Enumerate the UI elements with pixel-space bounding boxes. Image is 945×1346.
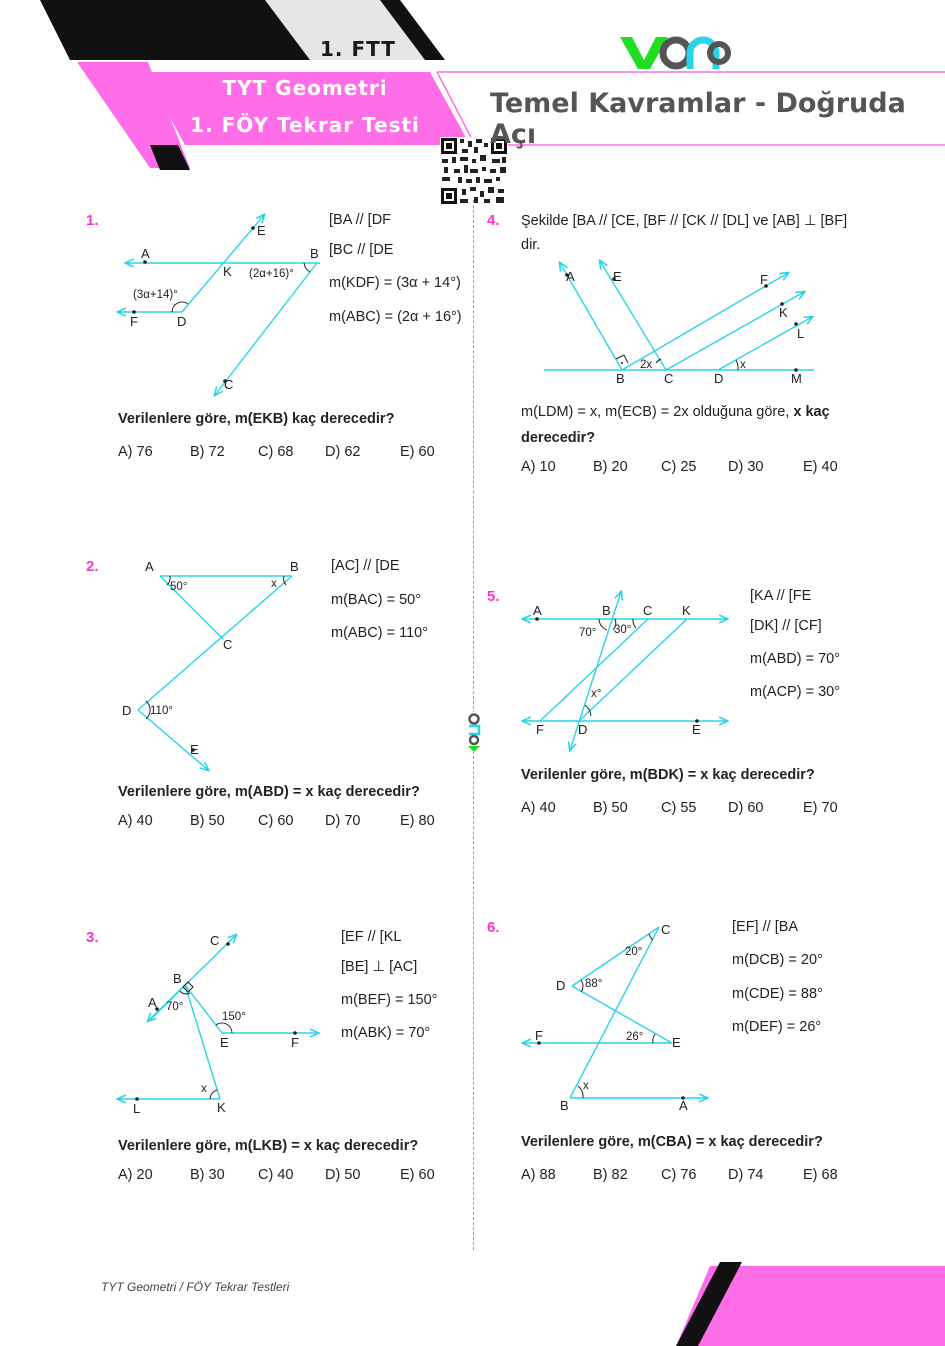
- q4-question-text: m(LDM) = x, m(ECB) = 2x olduğuna göre,: [521, 404, 790, 420]
- page-title: Temel Kavramlar - Doğruda Açı: [490, 88, 906, 150]
- fig2-label-e: E: [190, 742, 199, 757]
- q3-option-b[interactable]: B) 30: [190, 1167, 225, 1183]
- fig4-label-a: A: [566, 269, 575, 284]
- q4-option-d[interactable]: D) 30: [728, 459, 764, 475]
- fig6-angle-cde: 88°: [585, 978, 603, 990]
- fig5-angle-abd: 70°: [579, 627, 597, 639]
- fig5-label-f: F: [536, 722, 544, 737]
- question-4-figure: [540, 255, 830, 390]
- q5-option-b[interactable]: B) 50: [593, 800, 628, 816]
- vono-logo: [618, 34, 733, 72]
- q6-given-1: [EF] // [BA: [732, 919, 799, 935]
- subject-label: TYT Geometri: [222, 76, 388, 100]
- fig3-angle-abk: 70°: [166, 1001, 184, 1013]
- fig6-angle-dcb: 20°: [625, 946, 643, 958]
- fig3-label-b: B: [173, 971, 182, 986]
- fig4-label-c: C: [664, 371, 674, 386]
- q2-option-c[interactable]: C) 60: [258, 813, 294, 829]
- fig6-angle-x: x: [583, 1080, 589, 1092]
- q1-question: Verilenlere göre, m(EKB) kaç derecedir?: [118, 411, 395, 427]
- fig4-angle-x: x: [740, 359, 746, 371]
- q5-option-c[interactable]: C) 55: [661, 800, 697, 816]
- fig6-label-b: B: [560, 1098, 569, 1113]
- fig3-label-a: A: [148, 995, 157, 1010]
- q5-given-1: [KA // [FE: [750, 588, 812, 604]
- q4-text-1: Şekilde [BA // [CE, [BF // [CK // [DL] ve [AB] ⊥ [BF]: [521, 213, 848, 229]
- question-1-number: 1.: [86, 212, 99, 229]
- q3-given-2: [BE] ⊥ [AC]: [341, 959, 418, 975]
- q1-given-2: [BC // [DE: [329, 242, 394, 258]
- fig5-label-b: B: [602, 603, 611, 618]
- q6-given-4: m(DEF) = 26°: [732, 1019, 822, 1035]
- fig3-label-e: E: [220, 1035, 229, 1050]
- fig2-label-b: B: [290, 559, 299, 574]
- fig3-label-k: K: [217, 1100, 226, 1115]
- fig1-label-e: E: [257, 223, 266, 238]
- question-4-number: 4.: [487, 212, 500, 229]
- q5-given-3: m(ABD) = 70°: [750, 651, 841, 667]
- q4-text-2: dir.: [521, 237, 541, 253]
- question-5-figure: [515, 590, 740, 755]
- fig4-label-e: E: [613, 269, 622, 284]
- fig5-label-d: D: [578, 722, 588, 737]
- fig5-label-e: E: [692, 722, 701, 737]
- fig4-label-f: F: [760, 272, 768, 287]
- q4-option-b[interactable]: B) 20: [593, 459, 628, 475]
- fig1-label-f: F: [130, 314, 138, 329]
- fig4-label-b: B: [616, 371, 625, 386]
- q5-option-e[interactable]: E) 70: [803, 800, 838, 816]
- q2-given-1: [AC] // [DE: [331, 558, 400, 574]
- fig1-label-c: C: [224, 377, 234, 392]
- q4-options: [521, 459, 861, 479]
- fig5-angle-x: x°: [591, 688, 602, 700]
- fig3-label-l: L: [133, 1101, 141, 1116]
- fig2-label-a: A: [145, 559, 154, 574]
- fig2-label-d: D: [122, 703, 132, 718]
- test-tag: 1. FTT: [320, 37, 396, 61]
- q6-option-c[interactable]: C) 76: [661, 1167, 697, 1183]
- fig6-label-e: E: [672, 1035, 681, 1050]
- fig3-label-f: F: [291, 1035, 299, 1050]
- fig5-label-c: C: [643, 603, 653, 618]
- q1-given-3: m(KDF) = (3α + 14°): [329, 275, 461, 291]
- q3-option-e[interactable]: E) 60: [400, 1167, 435, 1183]
- q2-option-a[interactable]: A) 40: [118, 813, 153, 829]
- q6-options: [521, 1167, 861, 1187]
- q3-given-3: m(BEF) = 150°: [341, 992, 438, 1008]
- fig1-label-d: D: [177, 314, 187, 329]
- q6-option-b[interactable]: B) 82: [593, 1167, 628, 1183]
- q2-question: Verilenlere göre, m(ABD) = x kaç derecedir?: [118, 784, 420, 800]
- q3-question: Verilenlere göre, m(LKB) = x kaç derecedir?: [118, 1138, 419, 1154]
- q4-question-line-2: derecedir?: [521, 430, 596, 446]
- question-5-number: 5.: [487, 588, 500, 605]
- fig1-angle-kdf: (3α+14)°: [133, 289, 178, 301]
- q2-option-b[interactable]: B) 50: [190, 813, 225, 829]
- question-2-figure: [110, 555, 330, 780]
- question-1-figure: [110, 205, 330, 405]
- q3-option-d[interactable]: D) 50: [325, 1167, 361, 1183]
- question-2-number: 2.: [86, 558, 99, 575]
- q1-option-d[interactable]: D) 62: [325, 444, 361, 460]
- fig4-label-d: D: [714, 371, 724, 386]
- q2-option-e[interactable]: E) 80: [400, 813, 435, 829]
- q4-option-e[interactable]: E) 40: [803, 459, 838, 475]
- fig1-label-a: A: [141, 246, 150, 261]
- fig2-angle-bac: 50°: [170, 581, 188, 593]
- fig6-angle-def: 26°: [626, 1031, 644, 1043]
- fig5-angle-acp: 30°: [614, 624, 632, 636]
- fig4-angle-2x: 2x: [640, 359, 653, 371]
- fig3-label-c: C: [210, 933, 220, 948]
- q4-question-line-1: [521, 404, 830, 420]
- footer-text: TYT Geometri / FÖY Tekrar Testleri: [101, 1280, 290, 1294]
- q2-given-3: m(ABC) = 110°: [331, 625, 428, 641]
- fig6-label-d: D: [556, 978, 566, 993]
- fig5-label-a: A: [533, 603, 542, 618]
- fig1-angle-abc: (2α+16)°: [249, 268, 294, 280]
- q1-option-a[interactable]: A) 76: [118, 444, 153, 460]
- side-logo: [466, 712, 482, 752]
- fig4-label-m: M: [791, 371, 802, 386]
- q1-option-b[interactable]: B) 72: [190, 444, 225, 460]
- q4-question-bold: x kaç: [793, 404, 830, 420]
- q6-option-e[interactable]: E) 68: [803, 1167, 838, 1183]
- q6-given-2: m(DCB) = 20°: [732, 952, 823, 968]
- q3-given-1: [EF // [KL: [341, 929, 402, 945]
- q1-option-e[interactable]: E) 60: [400, 444, 435, 460]
- question-6-figure: [515, 918, 720, 1118]
- q1-given-1: [BA // [DF: [329, 212, 392, 228]
- q5-option-d[interactable]: D) 60: [728, 800, 764, 816]
- fig6-label-f: F: [535, 1028, 543, 1043]
- q4-option-c[interactable]: C) 25: [661, 459, 697, 475]
- q3-given-4: m(ABK) = 70°: [341, 1025, 431, 1041]
- q1-options: [118, 444, 458, 464]
- q6-option-d[interactable]: D) 74: [728, 1167, 764, 1183]
- fig4-label-k: K: [779, 305, 788, 320]
- q3-option-c[interactable]: C) 40: [258, 1167, 294, 1183]
- q1-given-4: m(ABC) = (2α + 16°): [329, 309, 462, 325]
- q2-option-d[interactable]: D) 70: [325, 813, 361, 829]
- fig3-angle-x: x: [201, 1083, 207, 1095]
- question-3-number: 3.: [86, 929, 99, 946]
- q1-option-c[interactable]: C) 68: [258, 444, 294, 460]
- q5-option-a[interactable]: A) 40: [521, 800, 556, 816]
- fig5-label-k: K: [682, 603, 691, 618]
- question-3-figure: [110, 925, 330, 1120]
- q5-question: Verilenler göre, m(BDK) = x kaç derecedir?: [521, 767, 815, 783]
- fig3-angle-bef: 150°: [222, 1011, 246, 1023]
- q3-option-a[interactable]: A) 20: [118, 1167, 153, 1183]
- q6-question: Verilenlere göre, m(CBA) = x kaç derecedir?: [521, 1134, 823, 1150]
- q2-options: [118, 813, 458, 833]
- fig2-angle-d: 110°: [150, 705, 173, 717]
- test-label: 1. FÖY Tekrar Testi: [190, 113, 420, 137]
- fig1-label-b: B: [310, 246, 319, 261]
- q5-options: [521, 800, 861, 820]
- fig4-label-l: L: [797, 326, 805, 341]
- footer-graphic: [670, 1262, 945, 1346]
- q5-given-4: m(ACP) = 30°: [750, 684, 841, 700]
- q5-given-2: [DK] // [CF]: [750, 618, 822, 634]
- fig2-angle-x: x: [271, 578, 277, 590]
- q6-option-a[interactable]: A) 88: [521, 1167, 556, 1183]
- question-6-number: 6.: [487, 919, 500, 936]
- q4-option-a[interactable]: A) 10: [521, 459, 556, 475]
- fig1-label-k: K: [223, 264, 232, 279]
- q3-options: [118, 1167, 458, 1187]
- fig6-label-a: A: [679, 1098, 688, 1113]
- q6-given-3: m(CDE) = 88°: [732, 986, 823, 1002]
- q2-given-2: m(BAC) = 50°: [331, 592, 422, 608]
- fig6-label-c: C: [661, 922, 671, 937]
- fig2-label-c: C: [223, 637, 233, 652]
